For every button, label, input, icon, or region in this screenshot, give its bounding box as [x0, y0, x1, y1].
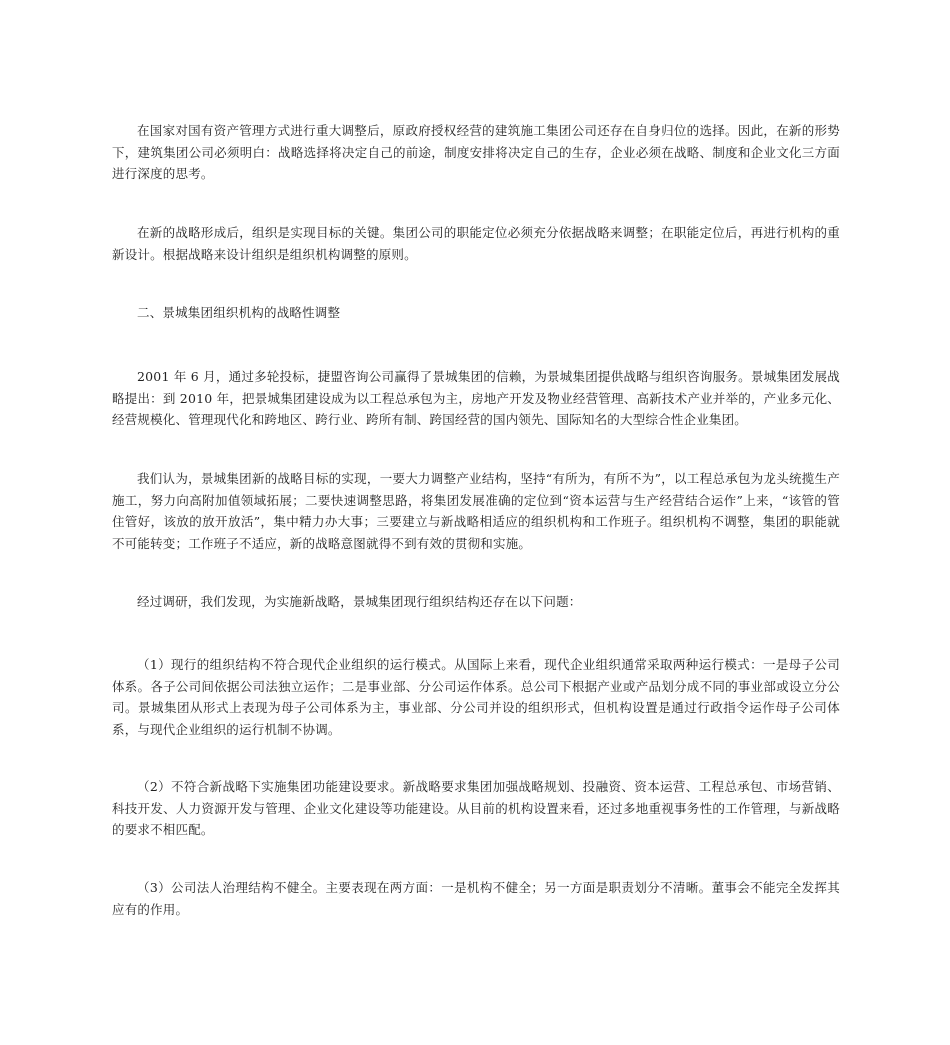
paragraph-problem-2: （2）不符合新战略下实施集团功能建设要求。新战略要求集团加强战略规划、投融资、资本运营、工程总承包、市场营销、科技开发、人力资源开发与管理、企业文化建设等功能建设。从目前的机构设置来看，还过多地重视事务性的工作管理，与新战略的要求不相匹配。	[112, 779, 840, 837]
paragraph-strategy: 2001 年 6 月，通过多轮投标，捷盟咨询公司赢得了景城集团的信赖，为景城集团提供战略与组织咨询服务。景城集团发展战略提出：到 2010 年，把景城集团建设成为以工程总承包为主，房地产开发及物业经营管理、高新技术产业并举的，产业多元化、经营规模化、管理现代化和跨地区、跨行业、跨所有制、跨国经营的国内领先、国际知名的大型综合性企业集团。	[112, 369, 840, 427]
paragraph-problem-1: （1）现行的组织结构不符合现代企业组织的运行模式。从国际上来看，现代企业组织通常采取两种运行模式：一是母子公司体系。各子公司间依据公司法独立运作；二是事业部、分公司运作体系。总公司下根据产业或产品划分成不同的事业部或设立分公司。景城集团从形式上表现为母子公司体系为主，事业部、分公司并设的组织形式，但机构设置是通过行政指令运作母子公司体系，与现代企业组织的运行机制不协调。	[112, 657, 840, 737]
section-heading: 二、景城集团组织机构的战略性调整	[137, 305, 341, 320]
paragraph-organization: 在新的战略形成后，组织是实现目标的关键。集团公司的职能定位必须充分依据战略来调整；在职能定位后，再进行机构的重新设计。根据战略来设计组织是组织机构调整的原则。	[112, 225, 840, 262]
paragraph-findings: 经过调研，我们发现，为实施新战略，景城集团现行组织结构还存在以下问题：	[137, 594, 582, 609]
paragraph-problem-3: （3）公司法人治理结构不健全。主要表现在两方面：一是机构不健全；另一方面是职责划分不清晰。董事会不能完全发挥其应有的作用。	[112, 880, 840, 917]
paragraph-intro: 在国家对国有资产管理方式进行重大调整后，原政府授权经营的建筑施工集团公司还存在自身归位的选择。因此，在新的形势下，建筑集团公司必须明白：战略选择将决定自己的前途，制度安排将决定自己的生存，企业必须在战略、制度和企业文化三方面进行深度的思考。	[112, 123, 840, 181]
paragraph-our-view: 我们认为，景城集团新的战略目标的实现，一要大力调整产业结构，坚持“有所为，有所不为”，以工程总承包为龙头统揽生产施工，努力向高附加值领域拓展；二要快速调整思路，将集团发展准确的定位到“资本运营与生产经营结合运作”上来，“该管的管住管好，该放的放开放活”，集中精力办大事；三要建立与新战略相适应的组织机构和工作班子。组织机构不调整，集团的职能就不可能转变；工作班子不适应，新的战略意图就得不到有效的贯彻和实施。	[112, 471, 840, 551]
